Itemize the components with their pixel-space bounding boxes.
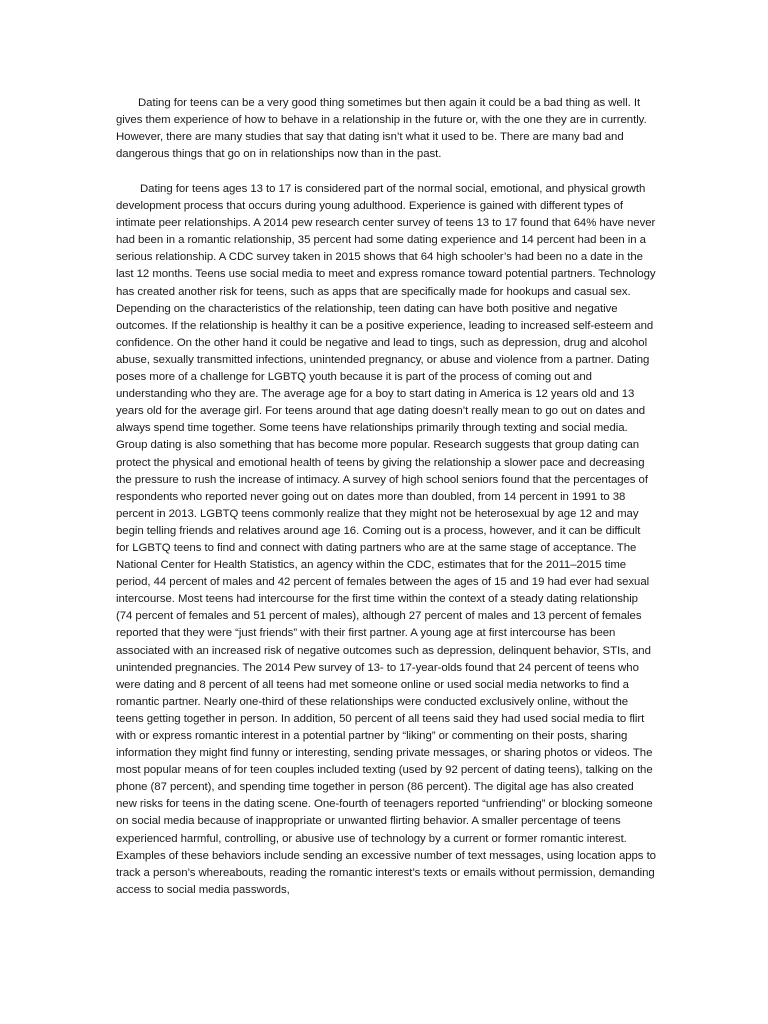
paragraph-intro: Dating for teens can be a very good thing sometimes but then again it could be a bad thing as well. It gives them experience of how to behave in a relationship in the future or, with the one they are in currently. However, there are many studies that say that dating isn’t what it used to be. There are many bad and dangerous things that go on in relationships now than in the past. <box>116 97 647 161</box>
body-paragraph-block <box>116 181 656 899</box>
paragraph-body: Dating for teens ages 13 to 17 is considered part of the normal social, emotional, and physical growth development process that occurs during young adulthood. Experience is gained with different types of intimate peer relationships. A 2014 pew research center survey of teens 13 to 17 found that 64% have never had been in a romantic relationship, 35 percent had some dating experience and 14 percent had been in a serious relationship. A CDC survey taken in 2015 shows that 64 high schooler’s had been no a date in the last 12 months. Teens use social media to meet and express romance toward potential partners. Technology has created another risk for teens, such as apps that are specifically made for hookups and casual sex. Depending on the characteristics of the relationship, teen dating can have both positive and negative outcomes. If the relationship is healthy it can be a positive experience, leading to increased self-esteem and confidence. On the other hand it could be negative and lead to tings, such as depression, drug and alcohol abuse, sexually transmitted infections, unintended pregnancy, or abuse and violence from a partner. Dating poses more of a challenge for LGBTQ youth because it is part of the process of coming out and understanding who they are. The average age for a boy to start dating in America is 12 years old and 13 years old for the average girl. For teens around that age dating doesn’t really mean to go out on dates and always spend time together. Some teens have relationships primarily through texting and social media. Group dating is also something that has become more popular. Research suggests that group dating can protect the physical and emotional health of teens by giving the relationship a slower pace and decreasing the pressure to rush the increase of intimacy. A survey of high school seniors found that the percentages of respondents who reported never going out on dates more than doubled, from 14 percent in 1991 to 38 percent in 2013. LGBTQ teens commonly realize that they might not be heterosexual by age 12 and may begin telling friends and relatives around age 16. Coming out is a process, however, and it can be difficult for LGBTQ teens to find and connect with dating partners who are at the same stage of acceptance. The National Center for Health Statistics, an agency within the CDC, estimates that for the 2011–2015 time period, 44 percent of males and 42 percent of females between the ages of 15 and 19 had ever had sexual intercourse. Most teens had intercourse for the first time within the context of a steady dating relationship (74 percent of females and 51 percent of males), although 27 percent of males and 13 percent of females reported that they were “just friends” with their first partner. A young age at first intercourse has been associated with an increased risk of negative outcomes such as depression, delinquent behavior, STIs, and unintended pregnancies. The 2014 Pew survey of 13- to 17-year-olds found that 24 percent of teens who were dating and 8 percent of all teens had met someone online or used social media networks to find a romantic partner. Nearly one-third of these relationships were conducted exclusively online, without the teens getting together in person. In addition, 50 percent of all teens said they had used social media to flirt with or express romantic interest in a potential partner by “liking” or commenting on their posts, sharing information they might find funny or interesting, sending private messages, or sharing photos or videos. The most popular means of for teen couples included texting (used by 92 percent of dating teens), talking on the phone (87 percent), and spending time together in person (86 percent). The digital age has also created new risks for teens in the dating scene. One-fourth of teenagers reported “unfriending” or blocking someone on social media because of inappropriate or unwanted flirting behavior. A smaller percentage of teens experienced harmful, controlling, or abusive use of technology by a current or former romantic interest. Examples of these behaviors include sending an excessive number of text messages, using location apps to track a person’s whereabouts, reading the romantic interest’s texts or emails without permission, demanding access to social media passwords, <box>116 183 656 896</box>
intro-paragraph-block <box>116 95 656 163</box>
